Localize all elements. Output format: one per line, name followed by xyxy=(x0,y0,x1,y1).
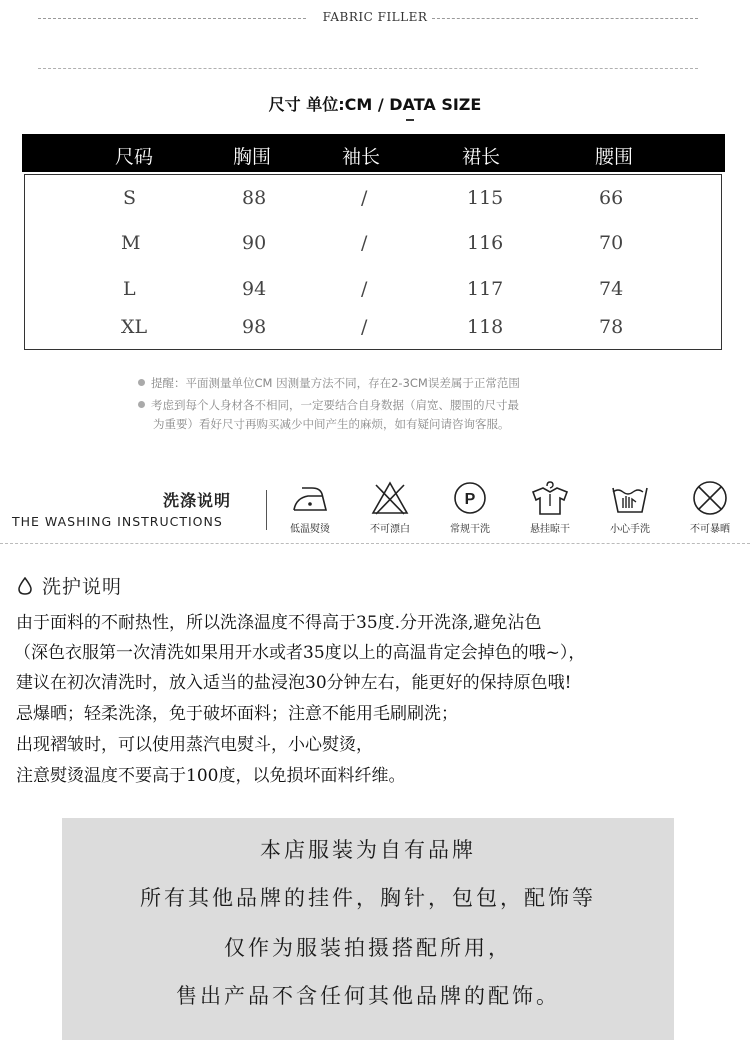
table-cell: 66 xyxy=(599,187,624,209)
care-text-line: 注意熨烫温度不要高于100度，以免损坏面料纤维。 xyxy=(16,766,406,786)
washing-separator xyxy=(266,490,267,530)
size-section-title: 尺寸 单位:CM / DATA SIZE xyxy=(268,95,482,114)
care-symbol-label: 常规干洗 xyxy=(450,524,490,535)
care-text-line: 由于面料的不耐热性，所以洗涤温度不得高于35度.分开洗涤,避免沾色 xyxy=(16,613,542,633)
bullet-icon xyxy=(138,379,145,386)
size-table-header xyxy=(22,134,725,172)
col-header-sleeve: 袖长 xyxy=(342,146,381,168)
table-cell: 98 xyxy=(242,316,267,338)
table-cell: 90 xyxy=(242,232,267,254)
iron-low-icon xyxy=(290,480,330,516)
care-symbol-label: 低温熨烫 xyxy=(290,524,330,535)
table-cell: L xyxy=(123,278,136,300)
col-header-waist: 腰围 xyxy=(595,146,634,168)
care-text-line: 出现褶皱时，可以使用蒸汽电熨斗，小心熨烫， xyxy=(16,735,373,755)
brand-notice-line: 售出产品不含任何其他品牌的配饰。 xyxy=(176,984,560,1008)
care-text-line: 建议在初次清洗时，放入适当的盐浸泡30分钟左右，能更好的保持原色哦! xyxy=(16,673,572,693)
table-cell: 118 xyxy=(467,316,504,338)
care-symbol-label: 悬挂晾干 xyxy=(530,524,570,535)
care-symbol-hang-dry xyxy=(515,480,585,536)
brand-notice-line: 所有其他品牌的挂件，胸针，包包，配饰等 xyxy=(140,886,596,910)
brand-notice-line: 本店服装为自有品牌 xyxy=(260,838,476,862)
table-cell: M xyxy=(121,232,141,254)
washing-title-en: THE WASHING INSTRUCTIONS xyxy=(12,514,223,529)
no-sun-icon xyxy=(690,480,730,516)
table-cell: S xyxy=(123,187,137,209)
col-header-bust: 胸围 xyxy=(233,146,272,168)
header-title: FABRIC FILLER xyxy=(322,10,428,24)
table-cell: 88 xyxy=(242,187,267,209)
table-cell: / xyxy=(361,316,368,338)
table-cell: 78 xyxy=(599,316,624,338)
size-note-2 xyxy=(138,397,519,413)
hang-dry-icon xyxy=(530,480,570,516)
col-header-size: 尺码 xyxy=(115,146,154,168)
table-cell: / xyxy=(361,187,368,209)
care-symbol-no-sun xyxy=(675,480,745,536)
table-cell: 117 xyxy=(467,278,504,300)
table-cell: 116 xyxy=(467,232,504,254)
table-cell: 74 xyxy=(599,278,624,300)
table-cell: / xyxy=(361,278,368,300)
care-text-line: （深色衣服第一次清洗如果用开水或者35度以上的高温肯定会掉色的哦~）， xyxy=(14,643,586,663)
size-note-text: 考虑到每个人身材各不相同，一定要结合自身数据（肩宽、腰围的尺寸最 xyxy=(151,398,519,412)
table-cell: XL xyxy=(121,316,148,338)
hand-wash-icon xyxy=(610,480,650,516)
table-cell: / xyxy=(361,232,368,254)
care-symbol-label: 小心手洗 xyxy=(610,524,650,535)
care-symbol-label: 不可暴晒 xyxy=(690,524,730,535)
svg-text:P: P xyxy=(464,491,476,508)
col-header-skirt-length: 裙长 xyxy=(462,146,501,168)
table-cell: 70 xyxy=(599,232,624,254)
size-note-text: 提醒：平面测量单位CM 因测量方法不同，存在2-3CM误差属于正常范围 xyxy=(151,376,520,390)
care-symbol-no-bleach xyxy=(355,480,425,536)
section-divider xyxy=(0,543,750,544)
brand-notice-box xyxy=(62,818,674,1040)
care-symbol-hand-wash xyxy=(595,480,665,536)
size-note-3: 为重要）看好尺寸再购买减少中间产生的麻烦，如有疑问请咨询客服。 xyxy=(153,417,510,431)
table-cell: 115 xyxy=(467,187,504,209)
no-bleach-icon xyxy=(370,480,410,516)
header-divider-bottom xyxy=(38,68,698,69)
size-note-1 xyxy=(138,375,520,391)
title-underline xyxy=(406,119,414,121)
header-divider-right xyxy=(432,18,698,19)
care-text-line: 忌爆晒；轻柔洗涤，免于破坏面料；注意不能用毛刷刷洗； xyxy=(16,704,458,724)
dry-clean-p-icon xyxy=(450,480,490,516)
care-symbol-dry-clean xyxy=(435,480,505,536)
table-cell: 94 xyxy=(242,278,267,300)
size-table-body xyxy=(24,174,722,350)
care-title: 洗护说明 xyxy=(42,576,123,598)
bullet-icon xyxy=(138,401,145,408)
washing-title-cn: 洗涤说明 xyxy=(163,491,232,510)
care-symbol-iron-low xyxy=(275,480,345,536)
care-symbol-label: 不可漂白 xyxy=(370,524,410,535)
brand-notice-line: 仅作为服装拍摄搭配所用， xyxy=(224,936,512,960)
water-drop-icon xyxy=(18,577,32,595)
